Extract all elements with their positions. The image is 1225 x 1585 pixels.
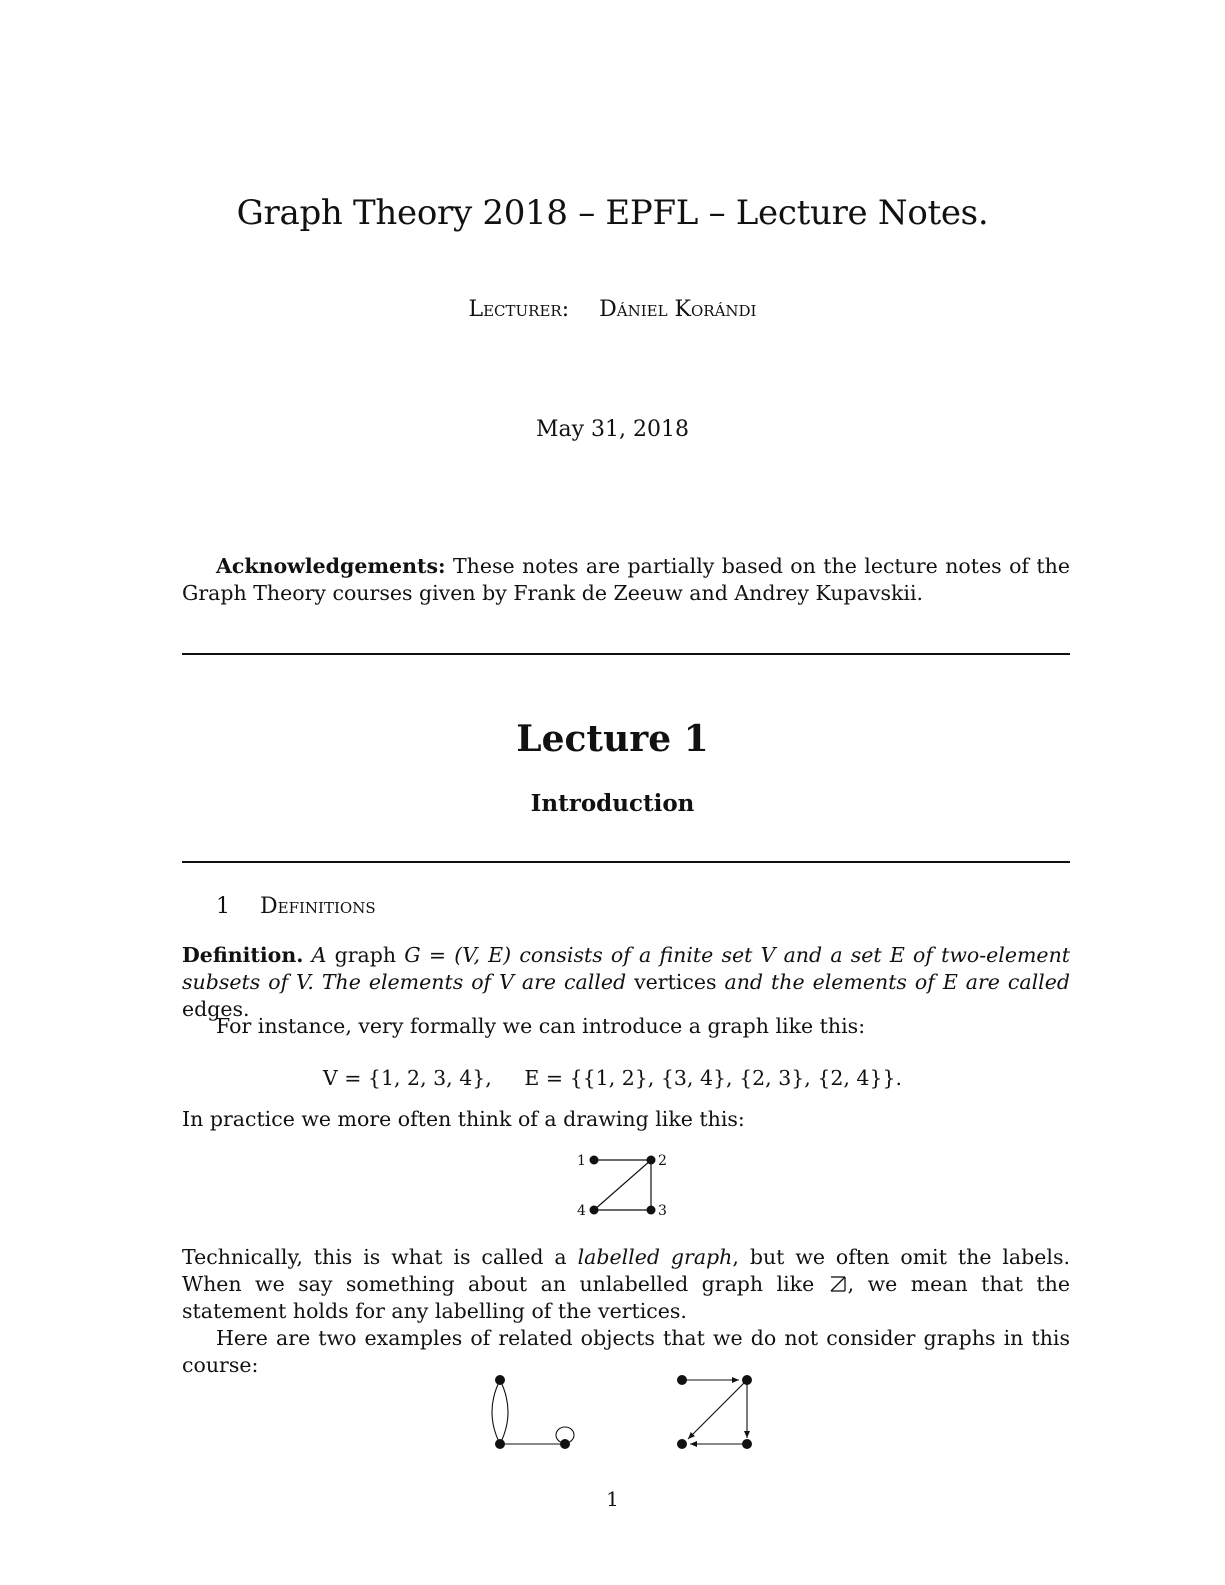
lecturer-name: Dániel Korándi bbox=[599, 297, 757, 322]
section-heading bbox=[216, 894, 376, 919]
multi-edge-left bbox=[492, 1380, 500, 1444]
acknowledgements bbox=[182, 553, 1070, 607]
vertex-label-1: 1 bbox=[577, 1153, 586, 1169]
technically-term: labelled graph bbox=[577, 1245, 733, 1269]
vertex-a bbox=[677, 1375, 687, 1385]
instance-paragraph bbox=[182, 1013, 1070, 1040]
vertex-bottom-left bbox=[495, 1439, 505, 1449]
definition-term-graph: graph bbox=[334, 943, 397, 967]
practice-text: In practice we more often think of a drawing like this: bbox=[182, 1107, 745, 1131]
ack-text: These notes are partially based on the lecture notes of the Graph Theory courses given by Frank de Zeeuw and Andrey Kupavskii. bbox=[182, 554, 1070, 605]
bottom-rule bbox=[182, 861, 1070, 863]
vertex-bottom-right bbox=[560, 1439, 570, 1449]
examples-text: Here are two examples of related objects that we do not consider graphs in this course: bbox=[182, 1326, 1070, 1377]
top-rule bbox=[182, 653, 1070, 655]
vertex-b bbox=[742, 1375, 752, 1385]
ack-label: Acknowledgements: bbox=[216, 554, 446, 578]
definition-text-3: and the elements of E are called bbox=[716, 970, 1070, 994]
vertex-label-3: 3 bbox=[658, 1203, 667, 1219]
technically-text-3: , we mean that the statement holds for any labelling of the vertices. bbox=[182, 1272, 1071, 1323]
vertex-2 bbox=[647, 1156, 656, 1165]
multigraph-figure bbox=[478, 1368, 588, 1458]
technically-paragraph bbox=[182, 1244, 1070, 1325]
definition-paragraph bbox=[182, 942, 1070, 1023]
definition-text-2: G = (V, E) consists of a finite set V and a set E of two-element subsets of V. The elements of V are called bbox=[182, 943, 1071, 994]
vertex-d bbox=[677, 1439, 687, 1449]
document-title: Graph Theory 2018 – EPFL – Lecture Notes. bbox=[236, 193, 989, 233]
definition-term-vertices: vertices bbox=[634, 970, 717, 994]
vertex-4 bbox=[590, 1206, 599, 1215]
inline-graph-icon bbox=[828, 1275, 848, 1293]
vertex-1 bbox=[590, 1156, 599, 1165]
technically-text-1: Technically, this is what is called a bbox=[182, 1245, 578, 1269]
definition-term-edges: edges bbox=[182, 997, 244, 1021]
edge-2-4 bbox=[594, 1160, 651, 1210]
page-number: 1 bbox=[606, 1487, 619, 1511]
lecture-title: Lecture 1 bbox=[516, 718, 709, 760]
instance-text: For instance, very formally we can introduce a graph like this: bbox=[216, 1014, 866, 1038]
document-date: May 31, 2018 bbox=[535, 417, 690, 442]
formula: V = {1, 2, 3, 4}, E = {{1, 2}, {3, 4}, {2, 3}, {2, 4}}. bbox=[322, 1066, 903, 1090]
definition-text-4: . bbox=[243, 997, 250, 1021]
vertex-label-4: 4 bbox=[577, 1203, 586, 1219]
vertex-top bbox=[495, 1375, 505, 1385]
section-number: 1 bbox=[216, 894, 230, 919]
technically-text-2: , but we often omit the labels. When we say something about an unlabelled graph like bbox=[182, 1245, 1071, 1296]
vertex-3 bbox=[647, 1206, 656, 1215]
examples-paragraph bbox=[182, 1325, 1070, 1379]
vertex-c bbox=[742, 1439, 752, 1449]
lecturer-line bbox=[0, 297, 1225, 322]
multi-edge-right bbox=[500, 1380, 508, 1444]
section-title: Definitions bbox=[260, 894, 376, 919]
arc-diagonal bbox=[688, 1380, 747, 1439]
lecturer-label: Lecturer: bbox=[468, 297, 570, 322]
directed-graph-figure bbox=[666, 1368, 766, 1458]
labelled-graph-figure bbox=[570, 1148, 670, 1223]
definition-text-1: A bbox=[303, 943, 335, 967]
lecture-subtitle: Introduction bbox=[530, 790, 695, 817]
definition-label: Definition. bbox=[182, 943, 304, 967]
practice-paragraph bbox=[182, 1106, 1070, 1133]
vertex-label-2: 2 bbox=[658, 1153, 667, 1169]
